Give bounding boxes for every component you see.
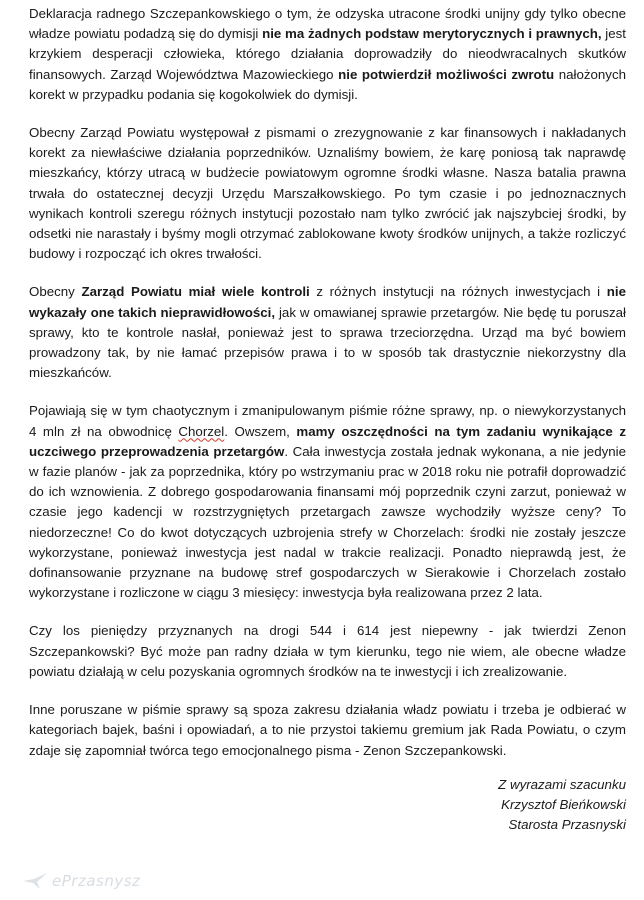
text-run: Deklaracja radnego Szczepankowskiego o tym, że odzyska utracone środki unijny gdy tylko obecne władze powiatu podadzą się do dymisji — [29, 6, 626, 42]
text-run: Czy los pieniędzy przyznanych na drogi 544 i 614 jest niepewny - jak twierdzi Zenon Szczepankowski? Być może pan radny działa w tym kierunku, tego nie wiem, ale obecne władze powiatu działają w celu pozyskania ogromnych środków na te inwestycji i ich zrealizowanie. — [29, 623, 626, 679]
bold-text: nie wykazały one takich nieprawidłowości, — [29, 284, 626, 320]
document-body — [29, 4, 626, 761]
watermark-text: ePrzasnysz — [52, 872, 141, 890]
signature-closing: Z wyrazami szacunku — [498, 776, 626, 792]
text-run: . Cała inwestycja została jednak wykonana, a nie jedynie w fazie planów - jak za poprzednika, który po wstrzymaniu prac w 2018 roku nie potrafił doprowadzić do ich wznowienia. Z dobrego gospodarowania finansami mój poprzednik czyni zarzut, ponieważ w czasie jego kadencji w rozstrzygniętych przetargach zawsze wychodziły wyższe ceny? To niedorzeczne! Co do kwot dotyczących uzbrojenia strefy w Chorzelach: środki nie zostały jeszcze wykorzystane, ponieważ inwestycja jest nadal w trakcie realizacji. Ponadto nieprawdą jest, że dofinansowanie przyznane na budowę stref gospodarczych w Sierakowie i Chorzelach zostało wykorzystane i rozliczone w ciągu 3 miesięcy: inwestycja była realizowana przez 2 lata. — [29, 443, 626, 601]
bold-text: mamy oszczędności na tym zadaniu wynikające z uczciwego przeprowadzenia przetargów — [29, 423, 626, 459]
paragraph — [29, 282, 626, 383]
paragraph — [29, 621, 626, 682]
text-run: Chorzel — [178, 423, 225, 439]
signature-block — [29, 775, 626, 835]
text-run: Inne poruszane w piśmie sprawy są spoza zakresu działania władz powiatu i trzeba je odbierać w kategoriach bajek, baśni i opowiadań, a to nie przystoi takiemu gremium jak Rada Powiatu, o czym zdaje się zapomniał twórca tego emocjonalnego pisma - Zenon Szczepankowski. — [29, 702, 626, 758]
text-run: Obecny — [29, 284, 82, 300]
watermark — [22, 870, 140, 892]
signature-name: Krzysztof Bieńkowski — [501, 796, 626, 812]
paragraph — [29, 401, 626, 603]
text-run: Pojawiają się w tym chaotycznym i zmanipulowanym piśmie różne sprawy, np. o niewykorzystanych 4 mln zł na obwodnicę — [29, 403, 626, 439]
text-run: . Owszem, — [224, 423, 297, 439]
bird-logo-icon — [22, 872, 48, 890]
bold-text: nie potwierdził możliwości zwrotu — [338, 66, 555, 82]
paragraph — [29, 123, 626, 264]
bold-text: nie ma żadnych podstaw merytorycznych i prawnych, — [262, 26, 602, 42]
paragraph — [29, 4, 626, 105]
text-run: z różnych instytucji na różnych inwestycjach i — [309, 284, 607, 300]
text-run: jest krzykiem desperacji człowieka, którego działania doprowadziły do nieodwracalnych skutków finansowych. Zarząd Województwa Mazowieckiego — [29, 26, 626, 82]
signature-title: Starosta Przasnyski — [508, 816, 626, 832]
text-run: nałożonych korekt w przypadku podania się kogokolwiek do dymisji. — [29, 66, 627, 102]
text-run: Obecny Zarząd Powiatu występował z pismami o zrezygnowanie z kar finansowych i nakładanych korekt za niewłaściwe działania poprzedników. Uznaliśmy bowiem, że karę poniosą tak naprawdę mieszkańcy, którzy utracą w budżecie powiatowym ogromne środki własne. Nasza batalia prawna trwała do ostatecznej decyzji Urzędu Marszałkowskiego. Po tym czasie i po jednoznacznych wynikach kontroli szeregu różnych instytucji pozostało nam tylko zwrócić jak najszybciej środki, by odsetki nie narastały i byśmy mogli otrzymać zablokowane kwoty środków unijnych, a także rozliczyć budowy i rozpocząć ich okres trwałości. — [29, 125, 626, 262]
paragraph — [29, 700, 626, 761]
bold-text: Zarząd Powiatu miał wiele kontroli — [81, 284, 310, 300]
text-run: jak w omawianej sprawie przetargów. Nie będę tu poruszał sprawy, kto te kontrole nasłał, ponieważ jest to sprawa trzeciorzędna. Urząd ma być bowiem prowadzony tak, by nie łamać przepisów prawa i to w sposób tak drastycznie niekorzystny dla mieszkańców. — [29, 304, 626, 381]
